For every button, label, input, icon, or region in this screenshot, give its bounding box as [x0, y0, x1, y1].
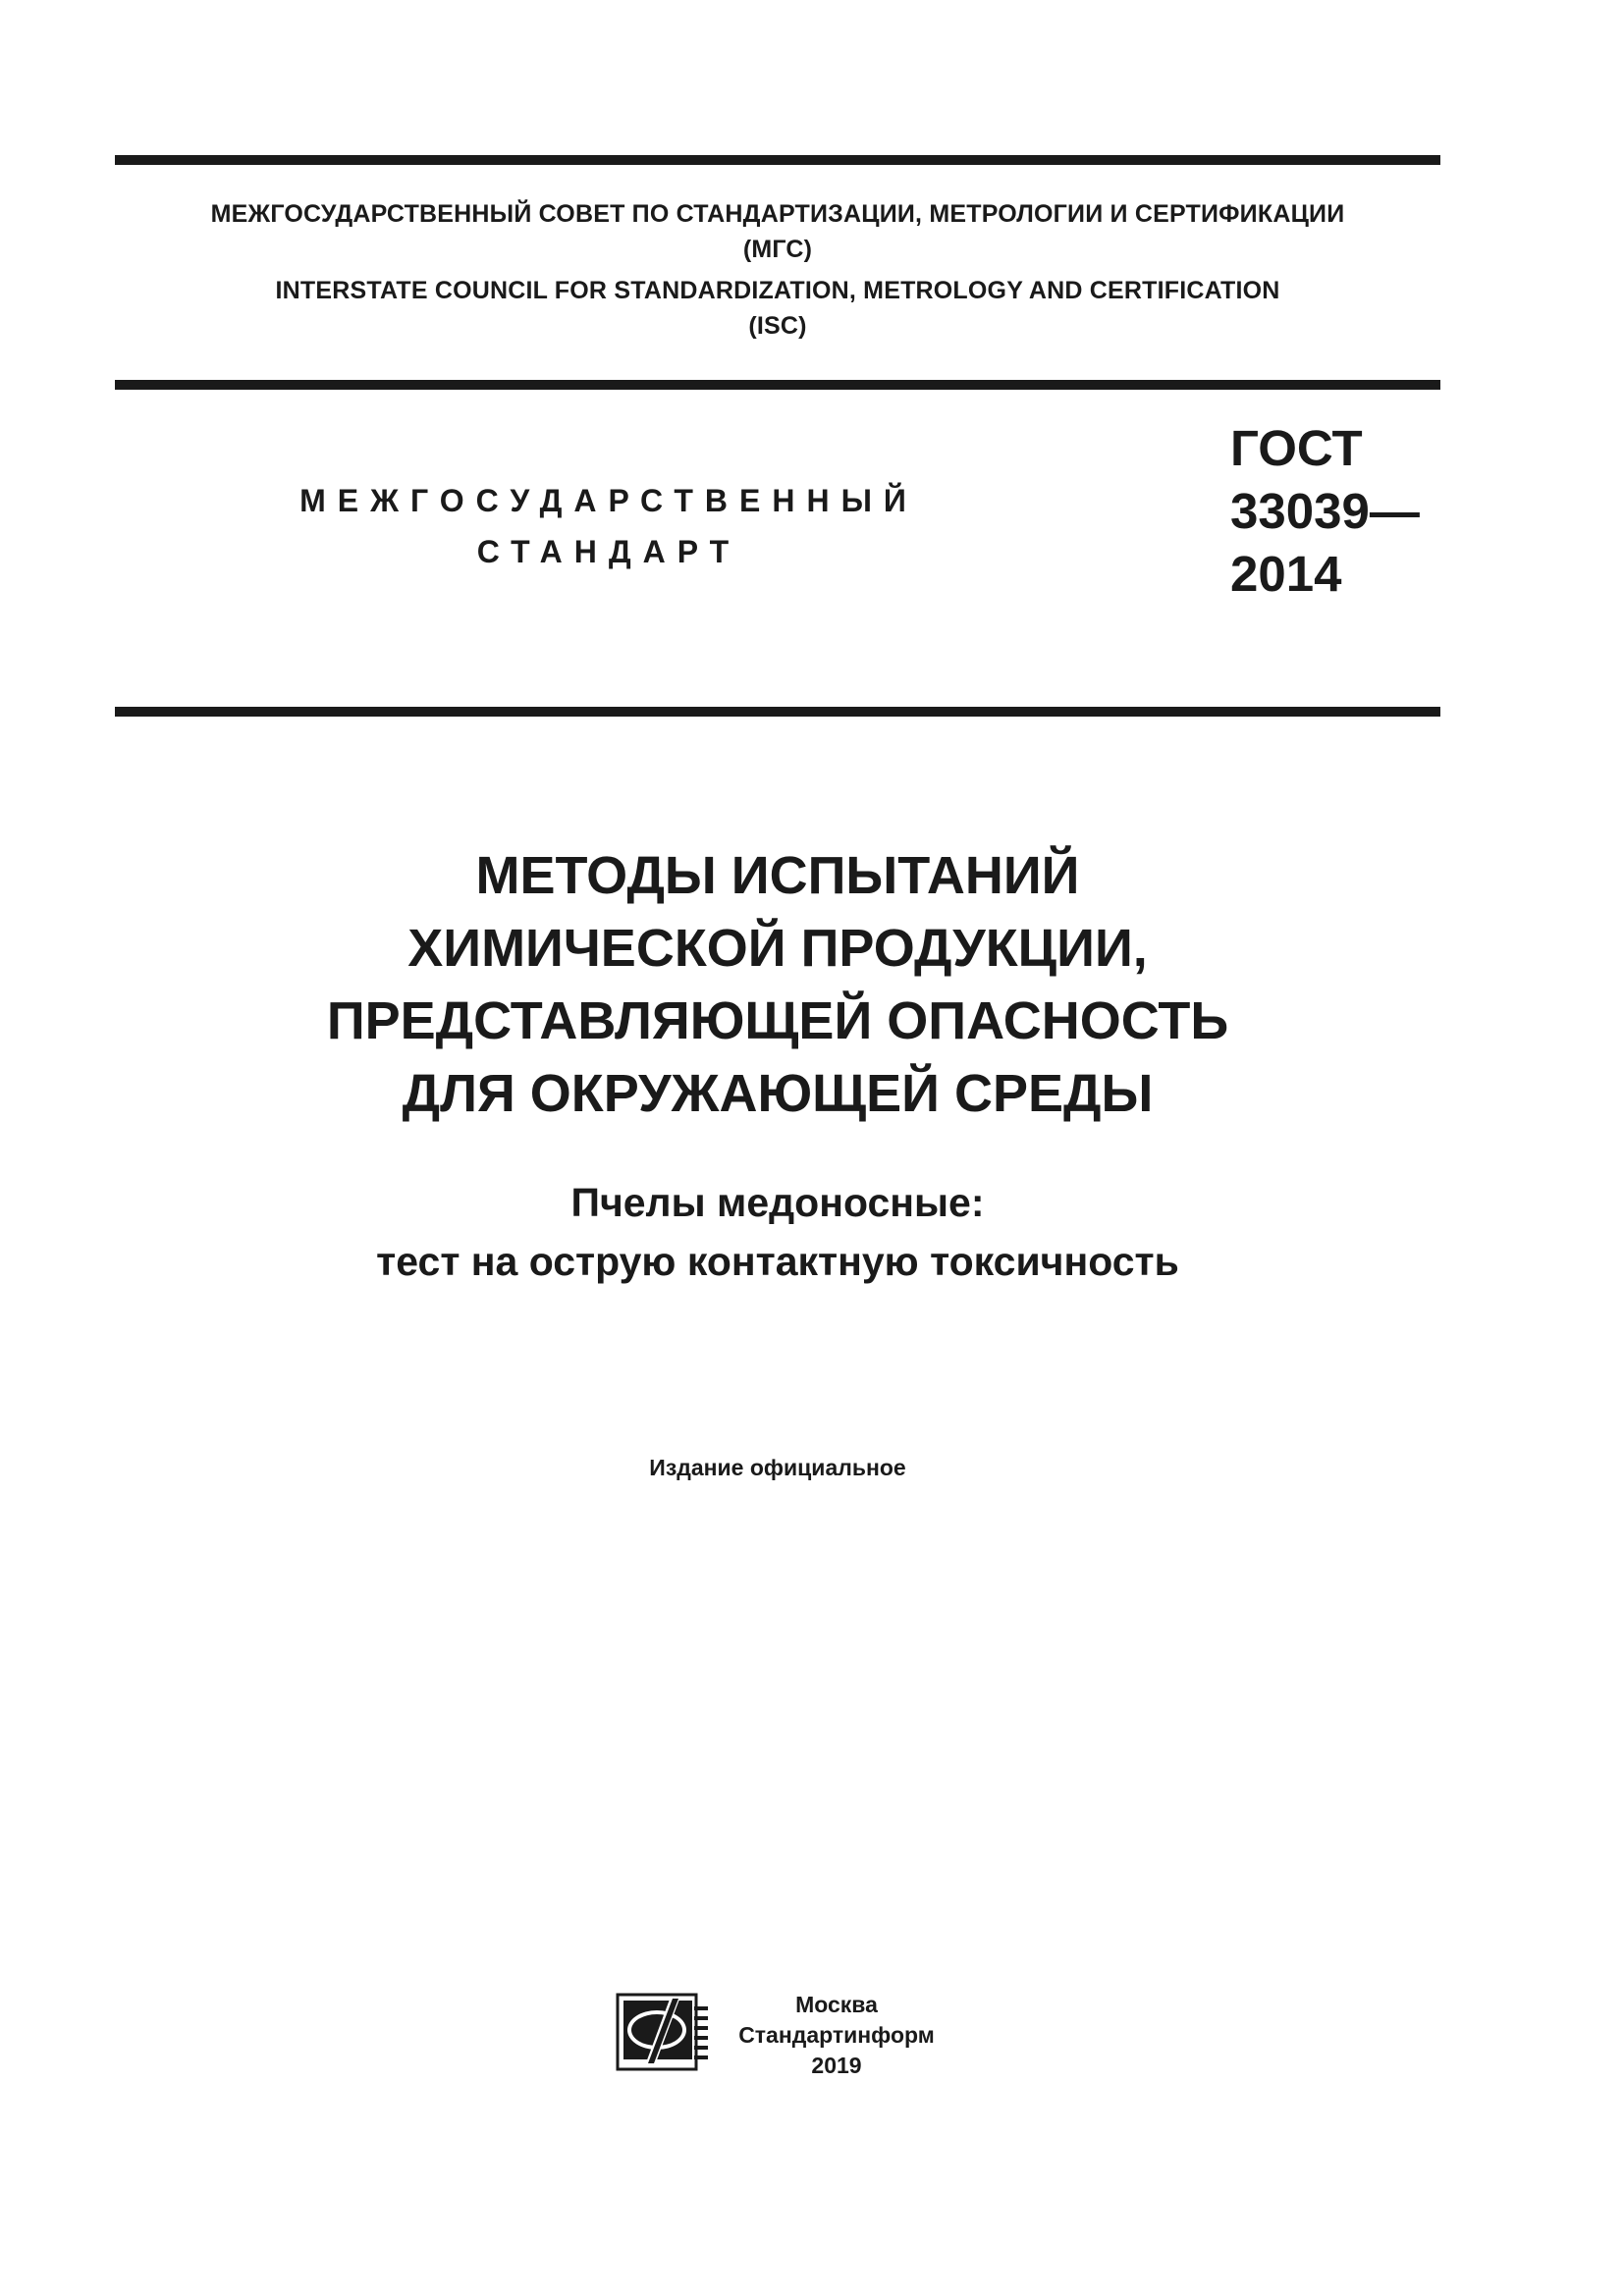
standard-kind — [265, 475, 952, 577]
title-line-1: МЕТОДЫ ИСПЫТАНИЙ — [475, 846, 1080, 905]
subtitle-line-2: тест на острую контактную токсичность — [376, 1239, 1179, 1284]
standard-kind-line2: СТАНДАРТ — [476, 534, 741, 569]
title-line-4: ДЛЯ ОКРУЖАЮЩЕЙ СРЕДЫ — [402, 1064, 1154, 1123]
top-rule — [115, 155, 1440, 165]
council-name-en: INTERSTATE COUNCIL FOR STANDARDIZATION, METROLOGY AND CERTIFICATION — [275, 277, 1280, 304]
edition-note: Издание официальное — [649, 1455, 906, 1480]
imprint-year: 2019 — [811, 2053, 862, 2078]
imprint-city: Москва — [795, 1992, 878, 2017]
middle-rule — [115, 380, 1440, 390]
standard-designation — [1230, 417, 1420, 606]
imprint-publisher: Стандартинформ — [738, 2022, 935, 2048]
council-name-ru: МЕЖГОСУДАРСТВЕННЫЙ СОВЕТ ПО СТАНДАРТИЗАЦИИ, МЕТРОЛОГИИ И СЕРТИФИКАЦИИ — [210, 200, 1345, 228]
designation-number: 33039— — [1230, 483, 1420, 539]
document-title — [115, 839, 1440, 1130]
imprint — [729, 1990, 945, 2081]
standartinform-logo-icon — [616, 1993, 710, 2071]
council-abbr-ru: (МГС) — [742, 236, 813, 263]
bottom-rule — [115, 707, 1440, 717]
title-line-3: ПРЕДСТАВЛЯЮЩЕЙ ОПАСНОСТЬ — [326, 991, 1229, 1050]
council-header — [115, 196, 1440, 344]
council-abbr-en: (ISC) — [748, 312, 807, 340]
document-subtitle — [115, 1173, 1440, 1291]
standard-kind-line1: МЕЖГОСУДАРСТВЕННЫЙ — [299, 483, 918, 518]
designation-prefix: ГОСТ — [1230, 420, 1363, 476]
title-line-2: ХИМИЧЕСКОЙ ПРОДУКЦИИ, — [407, 919, 1148, 978]
subtitle-line-1: Пчелы медоносные: — [570, 1180, 985, 1225]
designation-year: 2014 — [1230, 546, 1342, 602]
